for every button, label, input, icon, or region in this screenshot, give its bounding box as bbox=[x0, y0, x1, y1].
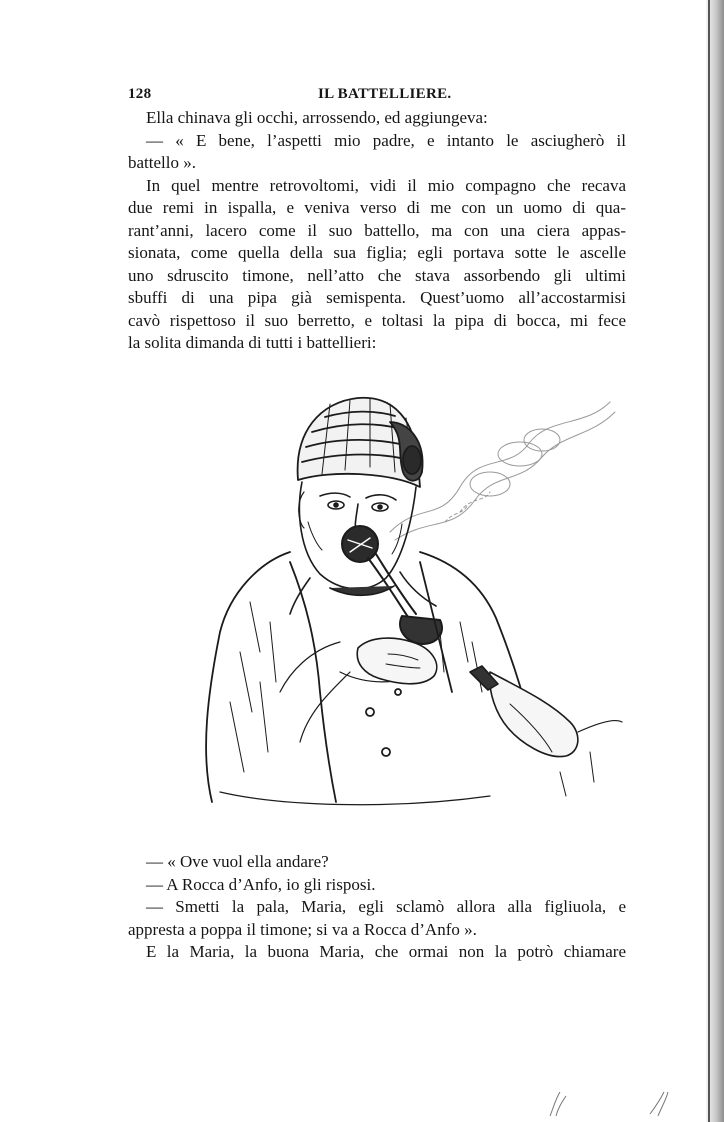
running-title: IL BATTELLIERE. bbox=[318, 86, 452, 102]
running-header bbox=[128, 86, 626, 108]
text-line: E la Maria, la buona Maria, che ormai non la potrò chiamare bbox=[146, 942, 626, 961]
body-text-top bbox=[128, 107, 626, 355]
text-line: sbuffi di una pipa già semispenta. Quest’uomo all’accostarmisi bbox=[128, 288, 626, 307]
pipe bbox=[342, 526, 442, 644]
text-line: battello ». bbox=[128, 153, 196, 172]
text-line: — Smetti la pala, Maria, egli sclamò allora alla figliuola, e bbox=[146, 897, 626, 916]
hand-right bbox=[470, 666, 622, 796]
pipe-smoke bbox=[390, 402, 615, 540]
knit-cap bbox=[298, 398, 423, 487]
boatman-illustration bbox=[190, 392, 630, 812]
page-edge-line bbox=[708, 0, 710, 1122]
text-line: uno sdruscito timone, nell’atto che stava assorbendo gli ultimi bbox=[128, 265, 626, 285]
page-number: 128 bbox=[128, 86, 152, 102]
body-text-bottom bbox=[128, 851, 626, 964]
scarf bbox=[290, 572, 436, 614]
text-line: — « Ove vuol ella andare? bbox=[146, 852, 329, 871]
text-line: la solita dimanda di tutti i battellieri: bbox=[128, 333, 377, 352]
bleed-through-marks bbox=[540, 1088, 680, 1118]
text-line: rant’anni, lacero come il suo battello, ma con una ciera appas- bbox=[128, 220, 626, 240]
text-line: due remi in ispalla, e veniva verso di me con un uomo di qua- bbox=[128, 198, 626, 217]
text-line: Ella chinava gli occhi, arrossendo, ed aggiungeva: bbox=[146, 108, 488, 127]
text-line: cavò rispettoso il suo berretto, e toltasi la pipa di bocca, mi fece bbox=[128, 310, 626, 330]
text-line: In quel mentre retrovoltomi, vidi il mio compagno che recava bbox=[146, 175, 626, 195]
text-line: sionata, come quella della sua figlia; egli portava sotte le ascelle bbox=[128, 243, 626, 262]
text-line: — « E bene, l’aspetti mio padre, e intanto le asciugherò il bbox=[146, 130, 626, 150]
text-line: appresta a poppa il timone; si va a Rocca d’Anfo ». bbox=[128, 919, 477, 939]
text-line: — A Rocca d’Anfo, io gli risposi. bbox=[146, 874, 376, 894]
hand-left bbox=[280, 638, 437, 742]
